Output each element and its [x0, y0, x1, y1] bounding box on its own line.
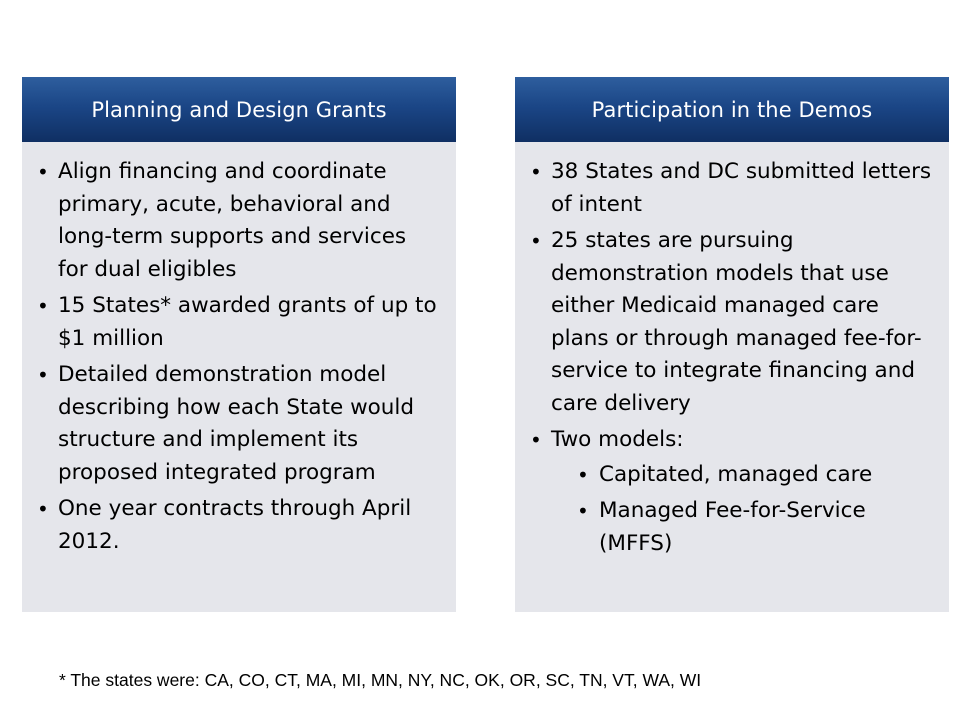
- list-item: [34, 156, 442, 286]
- bullet-icon: •: [577, 462, 589, 487]
- sub-list-item: [551, 459, 935, 492]
- bullet-text: Two models:: [551, 427, 684, 452]
- bullet-list: [527, 156, 935, 560]
- sub-bullet-list: [551, 459, 935, 561]
- list-item: [527, 156, 935, 221]
- panel-body: [22, 142, 456, 558]
- bullet-icon: •: [37, 497, 49, 521]
- bullet-list: [34, 156, 442, 558]
- bullet-text: 25 states are pursuing demonstration models that use either Medicaid managed care plans or through managed fee-for-service to integrate financing and care delivery: [551, 228, 922, 416]
- list-item: [527, 424, 935, 560]
- bullet-icon: •: [37, 160, 49, 184]
- list-item: [34, 290, 442, 355]
- panel-title: Participation in the Demos: [515, 77, 949, 142]
- panel-title: Planning and Design Grants: [22, 77, 456, 142]
- bullet-icon: •: [37, 363, 49, 387]
- sub-bullet-text: Managed Fee-for-Service (MFFS): [599, 498, 866, 556]
- sub-bullet-text: Capitated, managed care: [599, 461, 873, 487]
- sub-list-item: [551, 495, 935, 560]
- bullet-text: 38 States and DC submitted letters of intent: [551, 159, 932, 217]
- bullet-text: Detailed demonstration model describing how each State would structure and implement its proposed integrated program: [58, 362, 415, 485]
- panel-body: [515, 142, 949, 560]
- participation-demos-panel: [515, 77, 949, 612]
- list-item: [34, 359, 442, 489]
- bullet-text: 15 States* awarded grants of up to $1 million: [58, 293, 437, 351]
- planning-design-grants-panel: [22, 77, 456, 612]
- bullet-icon: •: [530, 160, 542, 184]
- bullet-icon: •: [577, 499, 589, 523]
- bullet-icon: •: [530, 229, 542, 253]
- bullet-text: One year contracts through April 2012.: [58, 496, 412, 554]
- footnote: * The states were: CA, CO, CT, MA, MI, MN, NY, NC, OK, OR, SC, TN, VT, WA, WI: [59, 670, 702, 690]
- list-item: [34, 493, 442, 558]
- bullet-text: Align financing and coordinate primary, acute, behavioral and long-term supports and services for dual eligibles: [58, 159, 407, 282]
- bullet-icon: •: [530, 428, 542, 452]
- list-item: [527, 225, 935, 420]
- bullet-icon: •: [37, 294, 49, 318]
